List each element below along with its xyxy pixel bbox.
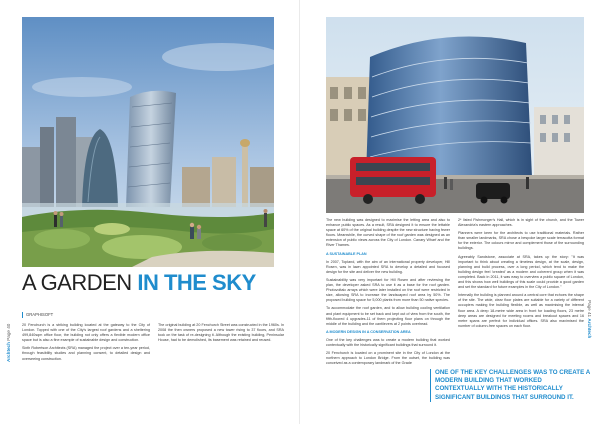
folio-magazine: Archtech <box>587 318 592 339</box>
paragraph: In 2007, Topland, with the aim of an international property developer, Hill Rosen, was in lawn appointed SRA to develop a detailed and focused design for the site and deliver the new building. <box>326 259 450 274</box>
paragraph: One of the key challenges was to create a modern building that worked contextually with the historically significant buildings that surround it. <box>326 337 450 347</box>
roof-garden-photo <box>22 17 274 267</box>
paragraph: Internally the building is planned around a central core that echoes the shape of the site. The wide, clear floor plates are suitable for a variety of different occupiers making the building flexible, as well as maximising the internal floor area. A deep 18-metre wide area in front for loading floors, 23 metre deep areas are designed for meeting rooms and breakout spaces and 16 metre spans are perfect for individual offices. SRA also maximised the number of column-free spaces on each floor. <box>458 293 584 328</box>
paragraph: The new building was designed to maximise the letting area and also to enhance public spaces. As a result, SRA designed it to ensure the lettable space at 60% of the original building despite the new structure having fewer floors. Meanwhile, the curved shape of the roof garden was designed as an extension of public views across the City of London. Canary Wharf and the River Thames. <box>326 218 450 248</box>
byline-accent-bar <box>22 312 23 318</box>
paragraph: Agreeably Sandstone, associate at SRA, takes up the story: "It was important to think about creating a timeless design, at the scale, design, planning and build process, over a long period, which tend to make the building design feel 'created' as a modern and coherent group when it was completed. Back in 2011, it was easy to overview a public square of London, and this shows how well buildings of this scale could provide a good garden and set the standard for future examples in the City of London." <box>458 254 584 290</box>
body-column-3 <box>326 218 450 369</box>
paragraph: Planners were keen for the architects to use traditional materials. Rather than smaller landmarks, SRA chose a bespoke larger scale terracotta format for the exterior. The colours mirror and complement those of the surrounding buildings. <box>458 231 584 251</box>
subheading-sustainable-plan: A SUSTAINABLE PLAN <box>326 251 367 256</box>
folio-magazine: Archtech <box>6 342 11 362</box>
left-folio <box>6 324 11 362</box>
byline-text: GRAPHISOFT <box>26 312 54 318</box>
building-street-photo <box>326 17 584 213</box>
paragraph: Sixth Robertson Architects (SRA) managed the project over a ten-year period, through feasibility studies and planning consent, to detailed design and overseeing construction. <box>22 346 150 361</box>
article-headline <box>22 271 292 295</box>
headline-part-2: IN THE SKY <box>137 270 256 295</box>
pull-quote: ONE OF THE KEY CHALLENGES WAS TO CREATE A MODERN BUILDING THAT WORKED CONTEXTUALLY WITH THE HISTORICALLY SIGNIFICANT BUILDINGS THAT SURROUND IT. <box>430 369 591 402</box>
paragraph: 20 Fenchurch is located on a prominent site in the City of London at the northern approach to London Bridge. From the outset, the building was conceived as a contemporary landmark of the Grade <box>326 351 450 366</box>
body-column-4 <box>458 218 584 332</box>
paragraph: 20 Fenchurch is a striking building located at the gateway to the City of London. Topped with one of the City's largest roof gardens and a sheltering 499,840sqm office floor, the building not only offers a flexible modern office space but is also a fine example of sustainable design and construction. <box>22 323 150 343</box>
paragraph: To accommodate the roof garden, and to allow building cooling ventilation and plant equipment to be set back and kept out of view from the south, the fifth-floored 4 upgrades-11 of them projecting floor plans on through the middle of the building and the cantilevers at 2 points overhead. <box>326 306 450 326</box>
body-column-1 <box>22 323 150 365</box>
paragraph: Sustainability was very important for Hill Rosen and after reviewing the plan, the developer asked SRA to use it as a base for the roof garden. Photovoltaic arrays which were later installed on the roof were restricted in size, allowing SRA to increase the landscaped roof area by 50%. The proposed building space for 5,000 plants from more than 50 native species. <box>326 277 450 303</box>
folio-page: Page 41 <box>587 300 592 318</box>
byline <box>22 312 53 318</box>
right-folio <box>587 300 592 338</box>
paragraph: 2* listed Fishmonger's Hall, which is in sight of the church, and the Tower Alexandria's eastern approaches. <box>458 218 584 228</box>
body-column-2 <box>158 323 284 346</box>
folio-page: Page 40 <box>6 323 11 341</box>
subheading-modern-design: A MODERN DESIGN IN A CONSERVATION AREA <box>326 329 411 334</box>
headline-part-1: A GARDEN <box>22 270 132 295</box>
paragraph: The original building at 20 Fenchurch Street was constructed in the 1960s. In 2008 the then owners proposed a new tower rising to 37 floors, and SRA took on the task of re-designing it. Although the existing building, Peninsular House, had to be demolished, its basement was retained and reused. <box>158 323 284 343</box>
right-page <box>300 0 600 424</box>
